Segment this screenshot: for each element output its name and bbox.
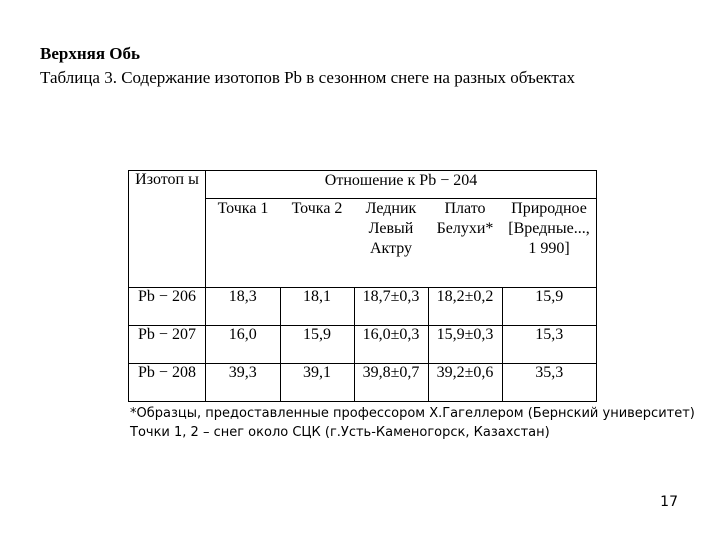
table-cell: 18,7±0,3 [354,288,428,326]
table-row [129,326,597,364]
isotope-column-header: Изотоп ы [129,171,206,288]
column-header-natural: Природное [Вредные..., 1 990] [502,199,597,288]
table-cell: 15,9±0,3 [428,326,502,364]
slide-title: Верхняя Обь [40,44,140,63]
table-cell: 35,3 [502,364,597,402]
slide-heading [40,42,575,90]
column-header-plateau: Плато Белухи* [428,199,502,288]
table-cell: 18,3 [206,288,281,326]
table-cell: 39,1 [280,364,354,402]
column-header-point-2: Точка 2 [280,199,354,288]
table-cell: 39,2±0,6 [428,364,502,402]
ratio-header: Отношение к Pb − 204 [206,171,597,199]
table-row [129,364,597,402]
row-label: Pb − 207 [129,326,206,364]
footnote [130,404,695,442]
row-label: Pb − 206 [129,288,206,326]
table-cell: 39,3 [206,364,281,402]
table-caption: Таблица 3. Содержание изотопов Pb в сезонном снеге на разных объектах [40,68,576,87]
row-label: Pb − 208 [129,364,206,402]
column-header-glacier: Ледник Левый Актру [354,199,428,288]
table-cell: 18,1 [280,288,354,326]
page-number: 17 [660,494,678,510]
table-cell: 16,0 [206,326,281,364]
column-header-point-1: Точка 1 [206,199,281,288]
footnote-line-points: Точки 1, 2 – снег около СЦК (г.Усть-Каменогорск, Казахстан) [130,425,550,440]
table-row [129,288,597,326]
isotope-table [128,170,597,402]
footnote-line-samples: *Образцы, предоставленные профессором Х.Гагеллером (Бернский университет) [130,406,695,421]
table-cell: 15,9 [280,326,354,364]
table-cell: 39,8±0,7 [354,364,428,402]
table-cell: 15,9 [502,288,597,326]
table-cell: 18,2±0,2 [428,288,502,326]
table-cell: 16,0±0,3 [354,326,428,364]
table-cell: 15,3 [502,326,597,364]
